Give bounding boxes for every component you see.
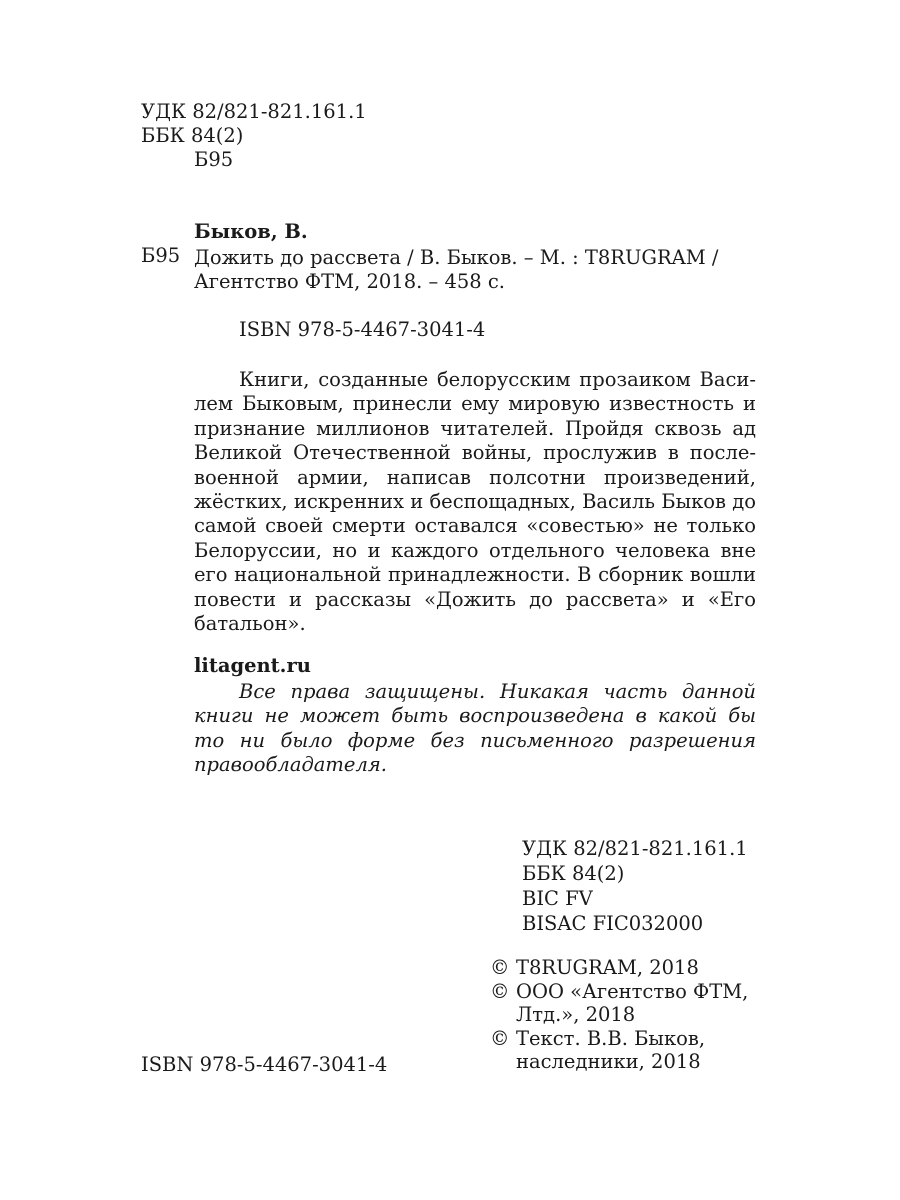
copyright-holder: ООО «Агентство ФТМ, (516, 979, 749, 1003)
copyright-item (490, 1027, 748, 1051)
author-sign-code: Б95 (194, 148, 234, 171)
copyright-item-continued (490, 1003, 748, 1027)
udk-code-top: УДК 82/821-821.161.1 (141, 100, 367, 123)
isbn-bottom: ISBN 978-5-4467-3041-4 (141, 1053, 388, 1076)
bbk-code-bottom: ББК 84(2) (522, 862, 625, 885)
bibliographic-line-2: Агентство ФТМ, 2018. – 458 с. (194, 270, 506, 293)
copyright-item (490, 980, 748, 1004)
copyright-sign: © (490, 956, 510, 979)
copyright-holder: T8RUGRAM, 2018 (516, 956, 699, 979)
copyright-item-continued (490, 1050, 748, 1074)
bic-code: BIC FV (522, 887, 593, 910)
copyright-list (490, 956, 748, 1074)
copyright-sign: © (490, 979, 510, 1003)
bibliographic-line-1: Дожить до рассвета / В. Быков. – М. : T8RUGRAM / (194, 246, 719, 269)
site-name: litagent.ru (194, 654, 311, 677)
rights-block (194, 680, 756, 778)
rights-notice: Все права защищены. Никакая часть данной книги не может быть воспроизведена в какой бы то ни было форме без письменного разрешения правообладателя. (194, 680, 756, 777)
copyright-holder-continued: наследники, 2018 (516, 1050, 701, 1073)
bbk-code-top: ББК 84(2) (141, 124, 244, 147)
annotation-text: Книги, созданные белорусским прозаиком Василем Быковым, принесли ему мировую известность и признание миллионов читателей. Пройдя сквозь ад Великой Отечественной войны, прослужив в послевоенной армии, написав полсотни произведений, жёстких, искренних и беспощадных, Василь Быков до самой своей смерти оставался «совестью» не только Белоруссии, но и каждого отдельного человека вне его национальной принадлежности. В сборник вошли повести и рассказы «Дожить до рассвета» и «Его батальон». (194, 368, 756, 636)
copyright-holder: Текст. В.В. Быков, (516, 1026, 706, 1050)
author-sign-code-side: Б95 (141, 244, 181, 267)
udk-code-bottom: УДК 82/821-821.161.1 (522, 837, 748, 860)
isbn-record: ISBN 978-5-4467-3041-4 (239, 318, 486, 341)
copyright-sign: © (490, 1026, 510, 1050)
annotation-block (194, 368, 756, 636)
author-heading: Быков, В. (194, 220, 308, 243)
bisac-code: BISAC FIC032000 (522, 912, 704, 935)
bibliographic-description (194, 246, 754, 294)
classification-block-bottom (522, 836, 748, 936)
copyright-item (490, 956, 748, 980)
copyright-holder-continued: Лтд.», 2018 (516, 1003, 636, 1026)
